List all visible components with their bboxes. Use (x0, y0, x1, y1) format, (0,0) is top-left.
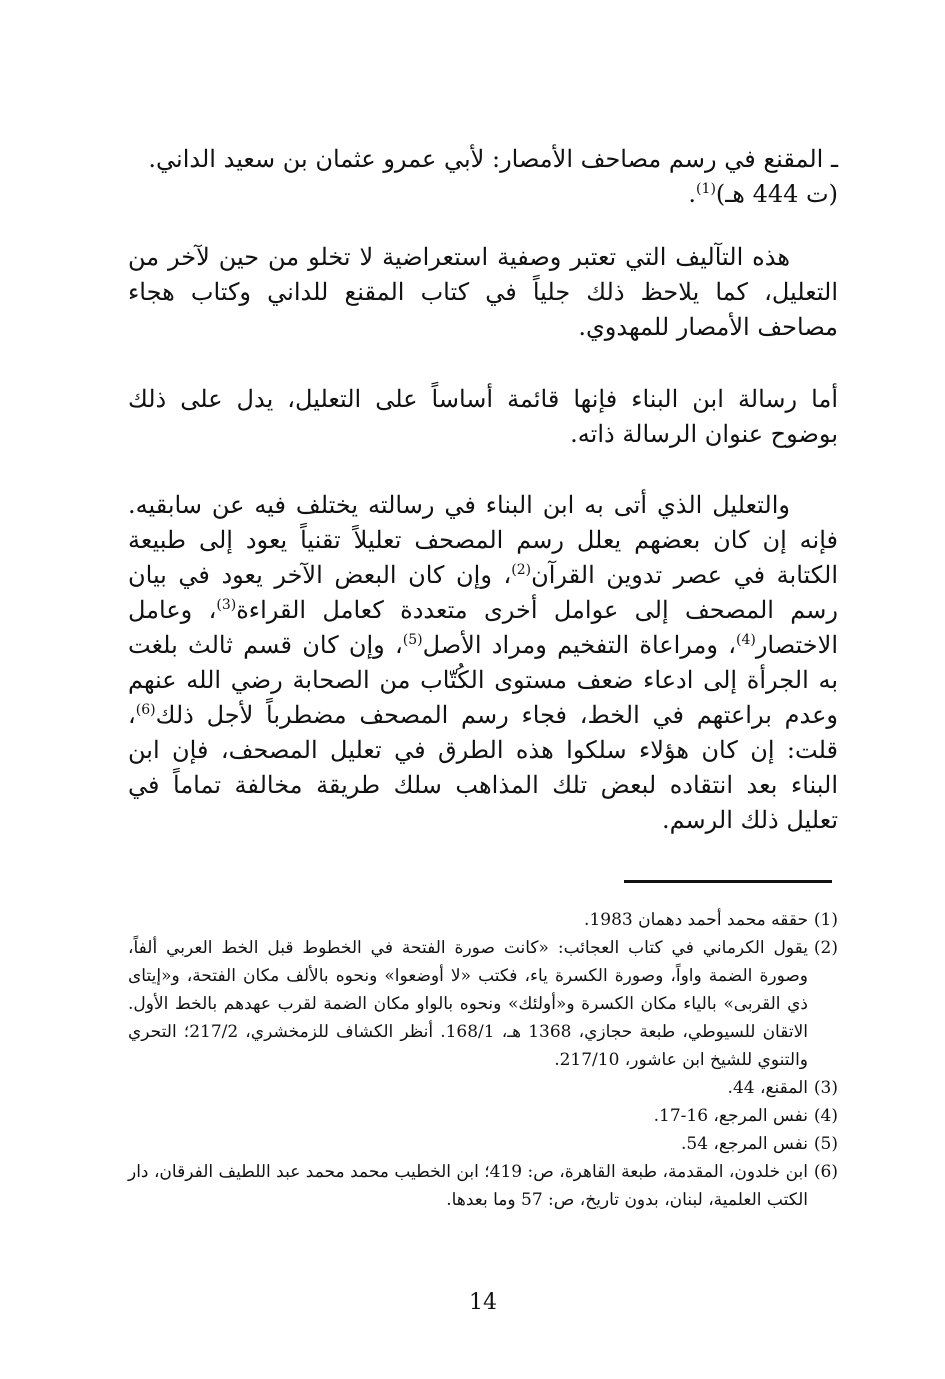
paragraph-ibn-albanna-letter (128, 382, 838, 452)
footnote-text: حققه محمد أحمد دهمان 1983. (584, 910, 808, 930)
footnote-ref-1[interactable]: (1) (696, 181, 716, 197)
footnote-ref-2[interactable]: (2) (511, 562, 532, 578)
page-number: 14 (469, 1290, 497, 1315)
footnote-number: (3) (813, 1078, 838, 1098)
footnote-text: يقول الكرماني في كتاب العجائب: «كانت صورة الفتحة في الخطوط قبل الخط العربي ألفاً، وصورة الضمة واواً، وصورة الكسرة ياء، فكتب «لا أوضعوا» ونحوه بالألف مكان الفتحة، و«إيتاى ذي القربى» بالياء مكان الكسرة و«أولئك» ونحوه بالواو مكان الضمة لقرب عهدهم بالخط الأول. الاتقان للسيوطي، طبعة حجازي، 1368 هـ، 168/1. أنظر الكشاف للزمخشري، 217/2؛ التحري والتنوي للشيخ ابن عاشور، 217/10. (128, 938, 808, 1070)
paragraph-text-part-c: ، وعامل الاختصار (128, 596, 838, 659)
footnote-number: (6) (813, 1162, 838, 1182)
footnote-number: (1) (813, 910, 838, 930)
paragraph-text-part-e: ، وإن كان قسم ثالث بلغت به الجرأة إلى ادعاء ضعف مستوى الكُتّاب من الصحابة رضي الله عنهم وعدم براعتهم في الخط، فجاء رسم المصحف مضطرباً لأجل ذلك (128, 631, 838, 729)
book-entry-text: ـ المقنع في رسم مصاحف الأمصار: لأبي عمرو عثمان بن سعيد الداني. (148, 145, 838, 173)
book-entry-date: (ت 444 هـ) (715, 180, 838, 208)
footnote-number: (4) (813, 1106, 838, 1126)
footnote-6 (128, 1158, 838, 1214)
footnote-3 (128, 1074, 838, 1102)
paragraph-text-part-f: ، قلت: إن كان هؤلاء سلكوا هذه الطرق في تعليل المصحف، فإن ابن البناء بعد انتقاده لبعض تلك المذاهب سلك طريقة مخالفة تماماً في تعليل ذلك الرسم. (128, 701, 839, 834)
document-page (128, 120, 838, 1350)
paragraph-text: أما رسالة ابن البناء فإنها قائمة أساساً على التعليل، يدل على ذلك بوضوح عنوان الرسالة ذاته. (128, 385, 838, 448)
footnote-separator (624, 880, 832, 883)
paragraph-text-part-d: ، ومراعاة التفخيم ومراد الأصل (422, 631, 736, 659)
footnotes-section (128, 906, 838, 1214)
paragraph-reasoning (128, 488, 838, 838)
footnote-text: نفس المرجع، 16-17. (653, 1106, 808, 1126)
footnote-4 (128, 1102, 838, 1130)
footnote-ref-6[interactable]: (6) (135, 702, 156, 718)
paragraph-book-entry (128, 142, 838, 212)
footnote-text: المقنع، 44. (727, 1078, 808, 1098)
footnote-5 (128, 1130, 838, 1158)
footnote-ref-4[interactable]: (4) (735, 632, 756, 648)
footnote-ref-3[interactable]: (3) (216, 597, 237, 613)
footnote-number: (2) (813, 938, 838, 958)
footnote-text: نفس المرجع، 54. (680, 1134, 808, 1154)
footnote-2 (128, 934, 838, 1074)
footnote-text: ابن خلدون، المقدمة، طبعة القاهرة، ص: 419؛ ابن الخطيب محمد محمد عبد اللطيف الفرقان، دار الكتب العلمية، لبنان، بدون تاريخ، ص: 57 وما بعدها. (128, 1162, 808, 1210)
paragraph-text: هذه التآليف التي تعتبر وصفية استعراضية لا تخلو من حين لآخر من التعليل، كما يلاحظ ذلك جلياً في كتاب المقنع للداني وكتاب هجاء مصاحف الأمصار للمهدوي. (128, 243, 838, 341)
footnote-1 (128, 906, 838, 934)
book-entry-end: . (688, 180, 697, 208)
footnote-number: (5) (813, 1134, 838, 1154)
paragraph-text-part-a: والتعليل الذي أتى به ابن البناء في رسالته يختلف فيه عن سابقيه. فإنه إن كان بعضهم يعلل رسم المصحف تعليلاً تقنياً يعود إلى طبيعة الكتابة في عصر تدوين القرآن (128, 491, 838, 589)
paragraph-text-part-b: ، وإن كان البعض الآخر يعود في بيان رسم المصحف إلى عوامل أخرى متعددة كعامل القراءة (128, 561, 838, 624)
paragraph-descriptive-works (128, 240, 838, 345)
footnote-ref-5[interactable]: (5) (402, 632, 423, 648)
book-entry-date-line (128, 177, 838, 212)
